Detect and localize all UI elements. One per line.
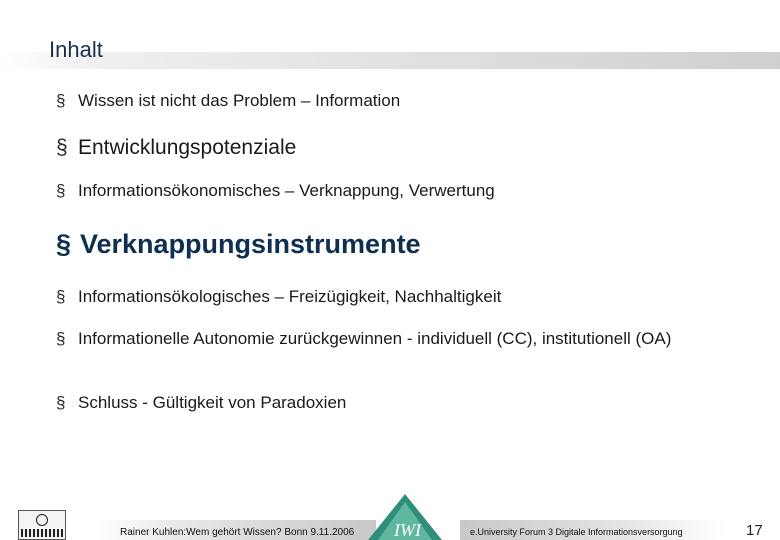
list-item-text: Entwicklungspotenziale <box>78 136 297 159</box>
bullet-icon: § <box>56 229 72 259</box>
bullet-icon: § <box>56 91 66 110</box>
slide-title: Inhalt <box>49 37 103 62</box>
title-bar <box>0 52 780 69</box>
list-item <box>56 328 738 349</box>
svg-text:IWI: IWI <box>394 520 421 540</box>
creative-commons-icon <box>36 514 48 526</box>
bullet-icon: § <box>56 287 66 306</box>
list-item-text: Informationsökonomisches – Verknappung, Verwertung <box>78 181 495 200</box>
list-item-text: Verknappungsinstrumente <box>80 229 421 259</box>
list-item <box>56 228 421 262</box>
bullet-icon: § <box>56 136 68 159</box>
bullet-icon: § <box>56 329 66 348</box>
footer-event-text: e.University Forum 3 Digitale Informationsversorgung <box>470 527 683 537</box>
list-item-text: Informationsökologisches – Freizügigkeit, Nachhaltigkeit <box>78 287 502 306</box>
list-item-text: Schluss - Gültigkeit von Paradoxien <box>78 393 347 412</box>
bullet-icon: § <box>56 181 66 200</box>
list-item-text: Wissen ist nicht das Problem – Information <box>78 91 401 110</box>
bullet-icon: § <box>56 393 66 412</box>
cc-strip <box>21 529 63 537</box>
list-item <box>56 392 346 413</box>
list-item <box>56 180 495 201</box>
cc-logo <box>18 510 66 540</box>
list-item <box>56 286 501 307</box>
footer-author-text: Rainer Kuhlen:Wem gehört Wissen? Bonn 9.11.2006 <box>120 527 355 538</box>
list-item <box>56 135 296 161</box>
list-item-text: Informationelle Autonomie zurückgewinnen - individuell (CC), institutionell (OA) <box>78 329 672 348</box>
page-number: 17 <box>746 522 763 539</box>
iwi-logo <box>368 494 442 540</box>
list-item <box>56 90 400 111</box>
